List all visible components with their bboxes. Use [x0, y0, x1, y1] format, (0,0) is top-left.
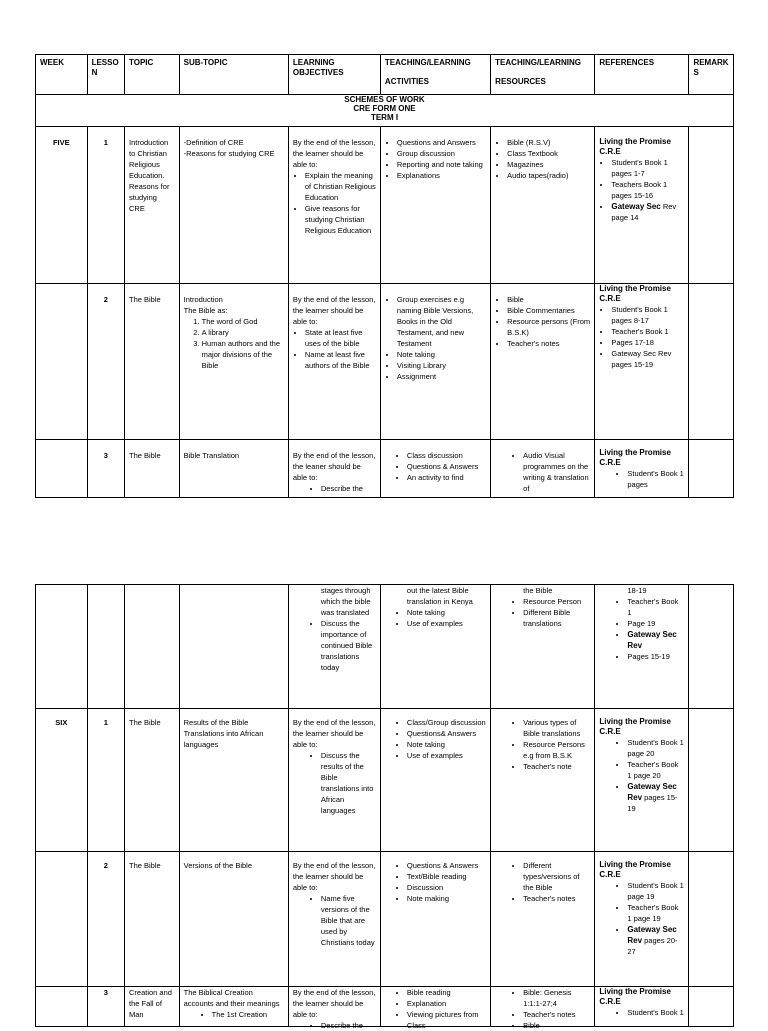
- week-cell: [36, 987, 88, 1027]
- objectives-intro: By the end of the lesson, the learner should be able to:: [292, 295, 376, 326]
- subtopic-cell: Results of the Bible Translations into African languages: [179, 709, 288, 852]
- resources-continued: the Bible: [523, 586, 553, 595]
- list-item: • The 1st Creation: [212, 1009, 284, 1020]
- list-item: • Student's Book 1 page 19: [627, 880, 684, 902]
- title-row: [36, 95, 734, 127]
- header-week: WEEK: [36, 55, 88, 95]
- subtopic-cell: [179, 987, 288, 1027]
- list-item: • Various types of Bible translations: [523, 717, 590, 739]
- topic-cell: Introduction to Christian Religious Education. Reasons for studying CRE: [125, 127, 180, 284]
- reference-heading: Living the Promise C.R.E: [599, 137, 671, 156]
- list-item: • Name five versions of the Bible that are used by Christians today: [321, 893, 376, 948]
- reference-heading: Living the Promise C.R.E: [599, 448, 671, 467]
- header-resources-a: TEACHING/LEARNING: [495, 58, 581, 67]
- list-item: • Audio Visual programmes on the writing & translation of: [523, 450, 590, 494]
- list-item: • Resource Persons e.g from B.S.K: [523, 739, 590, 761]
- references-cell: [595, 127, 689, 284]
- objectives-intro: By the end of the lesson, the learner should be able to:: [292, 138, 376, 169]
- activities-cell: [380, 585, 490, 709]
- remarks-cell: [689, 585, 734, 709]
- references-cell: [595, 585, 689, 709]
- header-references: REFERENCES: [595, 55, 689, 95]
- list-item: • Bible reading: [407, 987, 486, 998]
- references-cell: [595, 440, 689, 498]
- list-item: • Questions& Answers: [407, 728, 486, 739]
- reference-heading: Living the Promise C.R.E: [599, 717, 671, 736]
- list-item: • Student's Book 1 page 20: [627, 737, 684, 759]
- list-item: • Note making: [407, 893, 486, 904]
- list-item: • Bible: [523, 1020, 590, 1031]
- reference-bold: Gateway Sec: [611, 202, 661, 211]
- list-item: • Student's Book 1: [627, 1007, 684, 1018]
- list-item: • Teacher's notes: [507, 338, 590, 349]
- table-row: [36, 987, 734, 1027]
- week-cell: [36, 585, 88, 709]
- resources-cell: [491, 987, 595, 1030]
- list-item: • Teacher's Book 1: [627, 596, 684, 618]
- header-resources: [491, 55, 595, 95]
- list-item: • Student's Book 1 pages 1-7: [611, 157, 684, 179]
- list-item: • Discussion: [407, 882, 486, 893]
- list-item: • Note taking: [397, 349, 486, 360]
- header-remarks: REMARKS: [689, 55, 734, 95]
- list-item: • Group discussion: [397, 148, 486, 159]
- table-row: [36, 709, 734, 852]
- list-item: • Bible (R.S.V): [507, 137, 590, 148]
- resources-cell: [491, 852, 595, 987]
- activities-cell: [380, 440, 490, 498]
- objectives-cell: [288, 852, 380, 987]
- remarks-cell: [689, 127, 734, 284]
- activities-cell: [380, 852, 490, 987]
- list-item: • Resource Person: [523, 596, 590, 607]
- header-resources-b: RESOURCES: [495, 77, 546, 86]
- subtopic-cell: [179, 284, 288, 440]
- list-item: • Discuss the importance of continued Bible translations today: [321, 618, 376, 673]
- scheme-table-page-2: [35, 584, 734, 1030]
- week-cell: FIVE: [36, 127, 88, 284]
- table-row: [36, 585, 734, 709]
- table-row: [36, 440, 734, 498]
- table-row: [36, 127, 734, 284]
- list-item: • Class/Group discussion: [407, 717, 486, 728]
- table-row: [36, 852, 734, 987]
- lesson-cell: 2: [87, 284, 124, 440]
- subtopic-cell: Bible Translation: [179, 440, 288, 498]
- week-cell: SIX: [36, 709, 88, 852]
- remarks-cell: [689, 440, 734, 498]
- table-row: [36, 284, 734, 440]
- references-continued: 18-19: [627, 586, 647, 595]
- list-item: • Bible: Genesis 1:1:1-27;4: [523, 987, 590, 1009]
- list-item: • Class Textbook: [507, 148, 590, 159]
- list-item: • Teachers Book 1 pages 15-16: [611, 179, 684, 201]
- document-title: [36, 95, 734, 127]
- remarks-cell: [689, 852, 734, 987]
- title-line-2: CRE FORM ONE: [353, 104, 416, 113]
- list-item: • Teacher's Book 1 page 19: [627, 902, 684, 924]
- lesson-cell: 2: [87, 852, 124, 987]
- objectives-cell: [288, 709, 380, 852]
- objectives-cell: [288, 127, 380, 284]
- subtopic-cell: Versions of the Bible: [179, 852, 288, 987]
- lesson-cell: 1: [87, 709, 124, 852]
- week-cell: [36, 284, 88, 440]
- references-cell: [595, 852, 689, 987]
- reference-heading: Living the Promise C.R.E: [599, 987, 671, 1006]
- list-item: • Pages 15-19: [627, 651, 684, 662]
- resources-cell: [491, 709, 595, 852]
- list-item: • Questions & Answers: [407, 860, 486, 871]
- list-item: • Name at least five authors of the Bible: [305, 349, 376, 371]
- list-item: • Use of examples: [407, 618, 486, 629]
- activities-cell: [380, 284, 490, 440]
- objectives-intro: By the end of the lesson, the learner should be able to:: [292, 861, 376, 892]
- list-item: • Viewing pictures from Class: [407, 1009, 486, 1031]
- list-item: • Teacher's Book 1: [611, 326, 684, 337]
- subtopic-cell: [179, 585, 288, 709]
- objectives-intro: By the end of the lesson, the leaner should be able to:: [292, 451, 376, 482]
- list-item: • Teacher's notes: [523, 1009, 590, 1020]
- list-item: • Bible: [507, 294, 590, 305]
- list-item: • Teacher's notes: [523, 893, 590, 904]
- list-item: • An activity to find: [407, 472, 486, 483]
- lesson-cell: 1: [87, 127, 124, 284]
- list-item: • Describe the: [321, 1020, 376, 1031]
- header-topic: TOPIC: [125, 55, 180, 95]
- objectives-cell: [288, 987, 380, 1030]
- list-item: • Assignment: [397, 371, 486, 382]
- activities-continued: out the latest Bible translation in Kenya: [406, 586, 473, 606]
- list-item: • Use of examples: [407, 750, 486, 761]
- list-item: • Explanation: [407, 998, 486, 1009]
- header-activities: [380, 55, 490, 95]
- references-cell: [595, 284, 689, 440]
- header-objectives: LEARNING OBJECTIVES: [288, 55, 380, 95]
- objectives-cell: [288, 440, 380, 498]
- header-row: [36, 55, 734, 95]
- list-item: • Explanations: [397, 170, 486, 181]
- references-cell: [595, 709, 689, 852]
- reference-heading: Living the Promise C.R.E: [599, 860, 671, 879]
- lesson-cell: 3: [87, 440, 124, 498]
- subtopic-line: The Biblical Creation accounts and their meanings: [183, 988, 280, 1008]
- resources-cell: [491, 585, 595, 709]
- title-line-3: TERM I: [370, 113, 399, 122]
- subtopic-line: -Definition of CRE: [183, 138, 244, 147]
- list-item: • Discuss the results of the Bible translations into African languages: [321, 750, 376, 816]
- reference-rest: Rev page 14: [611, 202, 677, 222]
- reference-heading: Living the Promise C.R.E: [599, 284, 671, 303]
- list-item: 3. Human authors and the major divisions of the Bible: [202, 338, 284, 371]
- header-lesson: LESSON: [87, 55, 124, 95]
- list-item: • Questions & Answers: [407, 461, 486, 472]
- reference-bold: Gateway Sec Rev: [627, 925, 677, 945]
- list-item: • Gateway Sec Rev pages 15-19: [611, 348, 684, 370]
- list-item: • Describe the: [321, 483, 376, 494]
- list-item: • Different Bible translations: [523, 607, 590, 629]
- topic-cell: The Bible: [125, 440, 180, 498]
- list-item: • Note taking: [407, 739, 486, 750]
- list-item: • Visiting Library: [397, 360, 486, 371]
- list-item: • Pages 17-18: [611, 337, 684, 348]
- subtopic-line: Introduction: [183, 295, 223, 304]
- list-item: • Questions and Answers: [397, 137, 486, 148]
- subtopic-cell: [179, 127, 288, 284]
- activities-cell: [380, 709, 490, 852]
- header-activities-b: ACTIVITIES: [384, 77, 429, 86]
- remarks-cell: [689, 284, 734, 440]
- list-item: • Teacher's Book 1 page 20: [627, 759, 684, 781]
- objectives-cell: [288, 585, 380, 709]
- reference-rest: pages 15-19: [627, 793, 678, 813]
- topic-cell: The Bible: [125, 852, 180, 987]
- topic-cell: The Bible: [125, 709, 180, 852]
- activities-cell: [380, 987, 490, 1030]
- objectives-continued: stages through which the bible was translated: [320, 586, 371, 617]
- references-cell: [595, 987, 689, 1027]
- list-item: [611, 201, 684, 223]
- list-item: • Text/Bible reading: [407, 871, 486, 882]
- list-item: • Class discussion: [407, 450, 486, 461]
- list-item: • Gateway Sec Rev: [627, 629, 684, 651]
- topic-cell: [125, 585, 180, 709]
- resources-cell: [491, 440, 595, 498]
- subtopic-line: -Reasons for studying CRE: [183, 149, 275, 158]
- remarks-cell: [689, 987, 734, 1027]
- week-cell: [36, 440, 88, 498]
- list-item: • Different types/versions of the Bible: [523, 860, 590, 893]
- subtopic-line: The Bible as:: [183, 306, 228, 315]
- list-item: • Student's Book 1 pages 8-17: [611, 304, 684, 326]
- list-item: • Magazines: [507, 159, 590, 170]
- remarks-cell: [689, 709, 734, 852]
- header-activities-a: TEACHING/LEARNING: [384, 58, 471, 67]
- list-item: • Audio tapes(radio): [507, 170, 590, 181]
- list-item: [627, 924, 684, 957]
- list-item: • Explain the meaning of Christian Religious Education: [305, 170, 376, 203]
- reference-bold: Gateway Sec Rev: [627, 782, 677, 802]
- list-item: • Give reasons for studying Christian Religious Education: [305, 203, 376, 236]
- title-line-1: SCHEMES OF WORK: [344, 95, 425, 104]
- objectives-intro: By the end of the lesson, the learner should be able to:: [292, 988, 376, 1019]
- reference-rest: pages 20-27: [627, 936, 678, 956]
- objectives-cell: [288, 284, 380, 440]
- list-item: • State at least five uses of the bible: [305, 327, 376, 349]
- lesson-cell: [87, 585, 124, 709]
- list-item: 1. The word of God: [202, 316, 284, 327]
- list-item: [627, 781, 684, 814]
- list-item: • Student's Book 1 pages: [627, 468, 684, 490]
- objectives-intro: By the end of the lesson, the learner should be able to:: [292, 718, 376, 749]
- list-item: • Resource persons (From B.S.K): [507, 316, 590, 338]
- list-item: • Page 19: [627, 618, 684, 629]
- list-item: • Bible Commentaries: [507, 305, 590, 316]
- list-item: • Group exercises e.g naming Bible Versions, Books in the Old Testament, and new Testament: [397, 294, 486, 349]
- week-cell: [36, 852, 88, 987]
- list-item: • Reporting and note taking: [397, 159, 486, 170]
- list-item: 2. A library: [202, 327, 284, 338]
- list-item: • Teacher's note: [523, 761, 590, 772]
- scheme-table-page-1: [35, 54, 734, 498]
- header-subtopic: SUB-TOPIC: [179, 55, 288, 95]
- activities-cell: [380, 127, 490, 284]
- list-item: • Note taking: [407, 607, 486, 618]
- topic-cell: The Bible: [125, 284, 180, 440]
- lesson-cell: 3: [87, 987, 124, 1027]
- resources-cell: [491, 127, 595, 284]
- topic-cell: Creation and the Fall of Man: [125, 987, 180, 1027]
- resources-cell: [491, 284, 595, 440]
